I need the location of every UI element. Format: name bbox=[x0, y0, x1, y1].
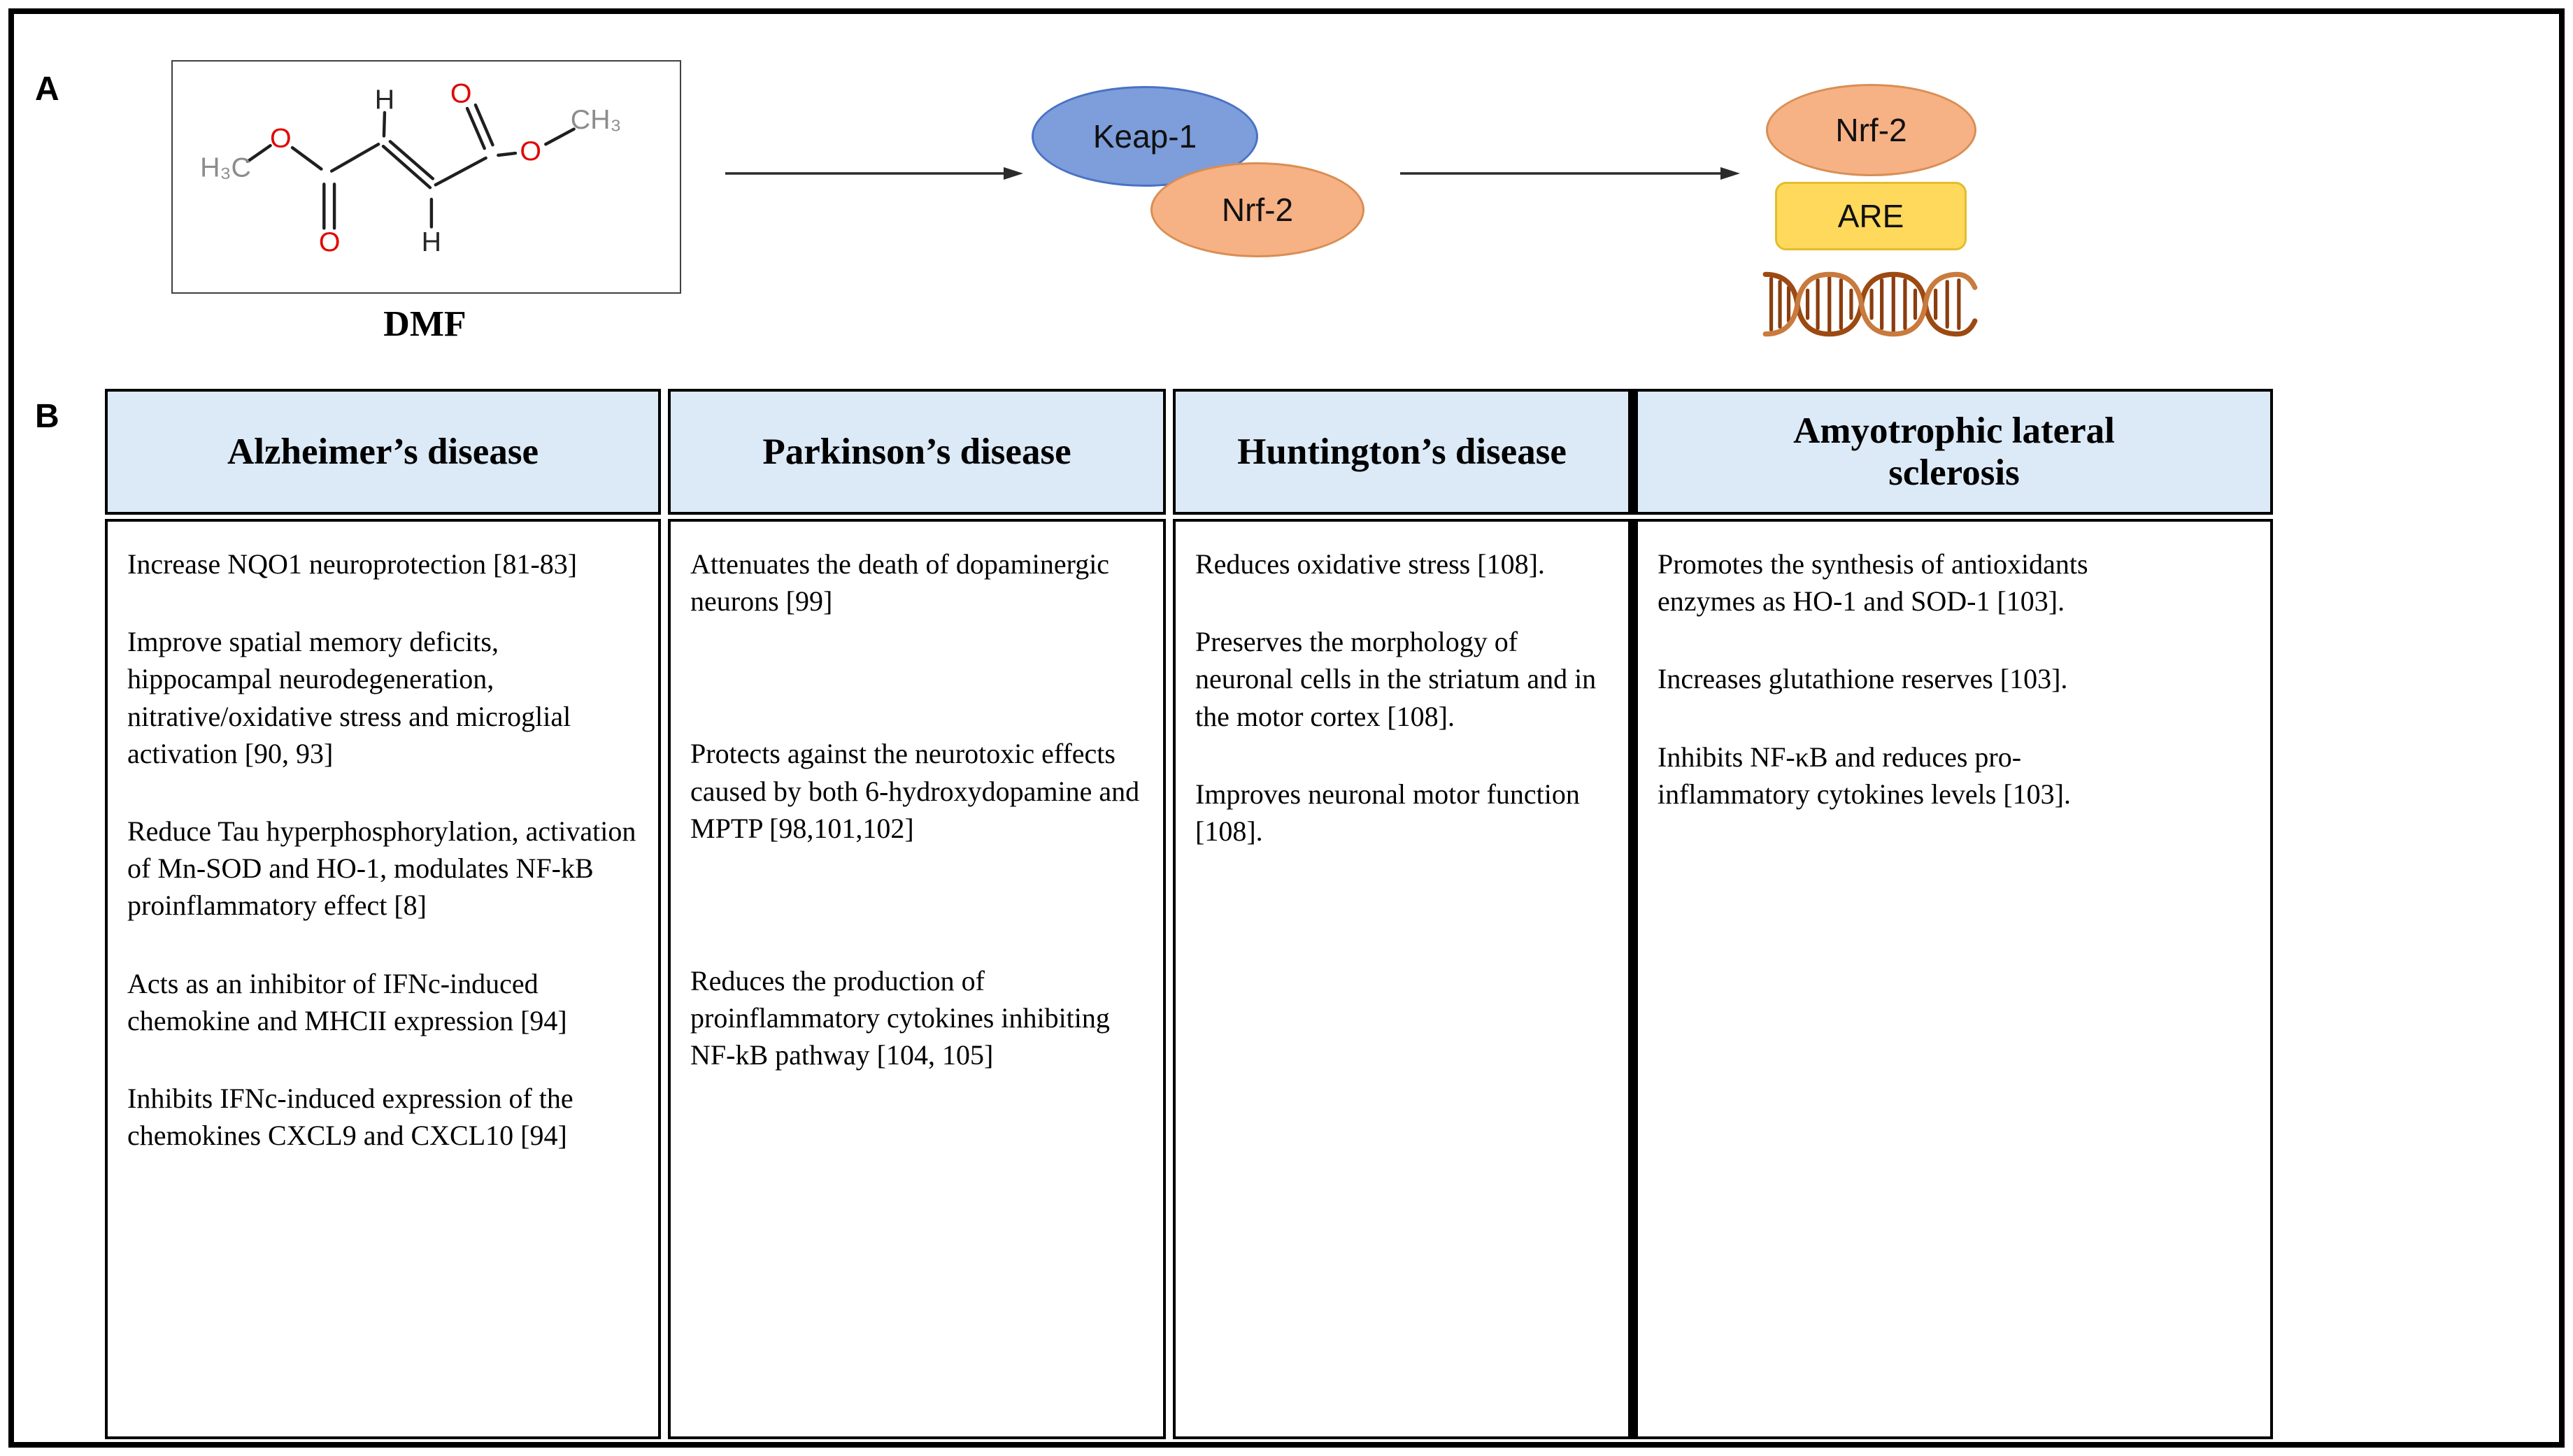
are-label: ARE bbox=[1837, 198, 1904, 234]
figure-frame bbox=[8, 8, 2565, 1448]
disease-table bbox=[105, 389, 2273, 1439]
table-cell-item: Acts as an inhibitor of IFNc-induced chemokine and MHCII expression [94] bbox=[127, 967, 567, 1036]
table-cell bbox=[105, 519, 661, 1439]
table-cell-item: Increase NQO1 neuroprotection [81-83] bbox=[127, 548, 578, 580]
atom-methyl-left: H₃C bbox=[199, 152, 251, 183]
table-cell bbox=[1173, 519, 1631, 1439]
column-huntingtons bbox=[1173, 389, 1631, 1439]
table-cell-item: Inhibits NF-κB and reduces pro-inflammatory cytokines levels [103]. bbox=[1658, 741, 2071, 810]
table-cell-item: Preserves the morphology of neuronal cells in the striatum and in the motor cortex [108]. bbox=[1195, 626, 1597, 732]
column-parkinsons bbox=[668, 389, 1166, 1439]
are-box bbox=[1775, 182, 1967, 250]
nrf2-bound-label: Nrf-2 bbox=[1221, 192, 1294, 228]
atom-vinyl-h-bottom: H bbox=[421, 226, 441, 257]
atom-carbonyl-o-bottom: O bbox=[318, 226, 341, 257]
table-cell-item: Inhibits IFNc-induced expression of the chemokines CXCL9 and CXCL10 [94] bbox=[127, 1082, 573, 1152]
column-als bbox=[1631, 389, 2273, 1439]
table-cell-item: Reduce Tau hyperphosphorylation, activation of Mn-SOD and HO-1, modulates NF-kB proinflammatory effect [8] bbox=[127, 815, 636, 922]
reaction-arrow-icon bbox=[1399, 159, 1741, 187]
nrf2-bound-ellipse bbox=[1150, 162, 1364, 257]
table-header-label: Alzheimer’s disease bbox=[227, 431, 539, 472]
table-cell-item: Reduces the production of proinflammatory cytokines inhibiting NF-kB pathway [104, 105] bbox=[690, 964, 1110, 1071]
table-header bbox=[1173, 389, 1631, 515]
table-header bbox=[668, 389, 1166, 515]
atom-carbonyl-o-top: O bbox=[450, 77, 472, 108]
atom-methyl-right: CH₃ bbox=[570, 104, 622, 135]
table-cell bbox=[1631, 519, 2273, 1439]
keap1-label: Keap-1 bbox=[1092, 118, 1197, 155]
panel-b-label: B bbox=[35, 398, 59, 435]
table-cell-item: Improves neuronal motor function [108]. bbox=[1195, 778, 1580, 847]
panel-a-label: A bbox=[35, 71, 59, 108]
table-header bbox=[1631, 389, 2273, 515]
dmf-structure-drawing bbox=[178, 67, 675, 287]
nrf2-free-label: Nrf-2 bbox=[1835, 112, 1907, 148]
table-cell-item: Promotes the synthesis of antioxidants enzymes as HO-1 and SOD-1 [103]. bbox=[1658, 548, 2088, 618]
column-alzheimers bbox=[105, 389, 661, 1439]
reaction-arrow-icon bbox=[724, 159, 1025, 187]
dna-helix-icon bbox=[1761, 263, 1979, 345]
nrf2-free-ellipse bbox=[1766, 84, 1976, 176]
bond-lines bbox=[248, 105, 574, 228]
table-cell-item: Improve spatial memory deficits, hippocampal neurodegeneration, nitrative/oxidative stress and microglial activation [90, 93] bbox=[127, 626, 571, 769]
atom-ester-o-right: O bbox=[519, 135, 541, 166]
table-cell-item: Increases glutathione reserves [103]. bbox=[1658, 663, 2068, 695]
dmf-structure-box bbox=[171, 60, 681, 294]
atom-ester-o-left: O bbox=[269, 122, 292, 153]
table-cell-item: Attenuates the death of dopaminergic neurons [99] bbox=[690, 548, 1110, 618]
table-cell-item: Protects against the neurotoxic effects caused by both 6-hydroxydopamine and MPTP [98,101,102] bbox=[690, 738, 1140, 844]
table-header-label: Huntington’s disease bbox=[1237, 431, 1567, 472]
table-cell-item: Reduces oxidative stress [108]. bbox=[1195, 548, 1545, 580]
molecule-caption: DMF bbox=[383, 304, 466, 344]
table-header-label: Parkinson’s disease bbox=[762, 431, 1071, 472]
table-header-label: Amyotrophic lateral sclerosis bbox=[1793, 411, 2115, 493]
table-header bbox=[105, 389, 661, 515]
table-cell bbox=[668, 519, 1166, 1439]
atom-vinyl-h-top: H bbox=[374, 83, 394, 115]
